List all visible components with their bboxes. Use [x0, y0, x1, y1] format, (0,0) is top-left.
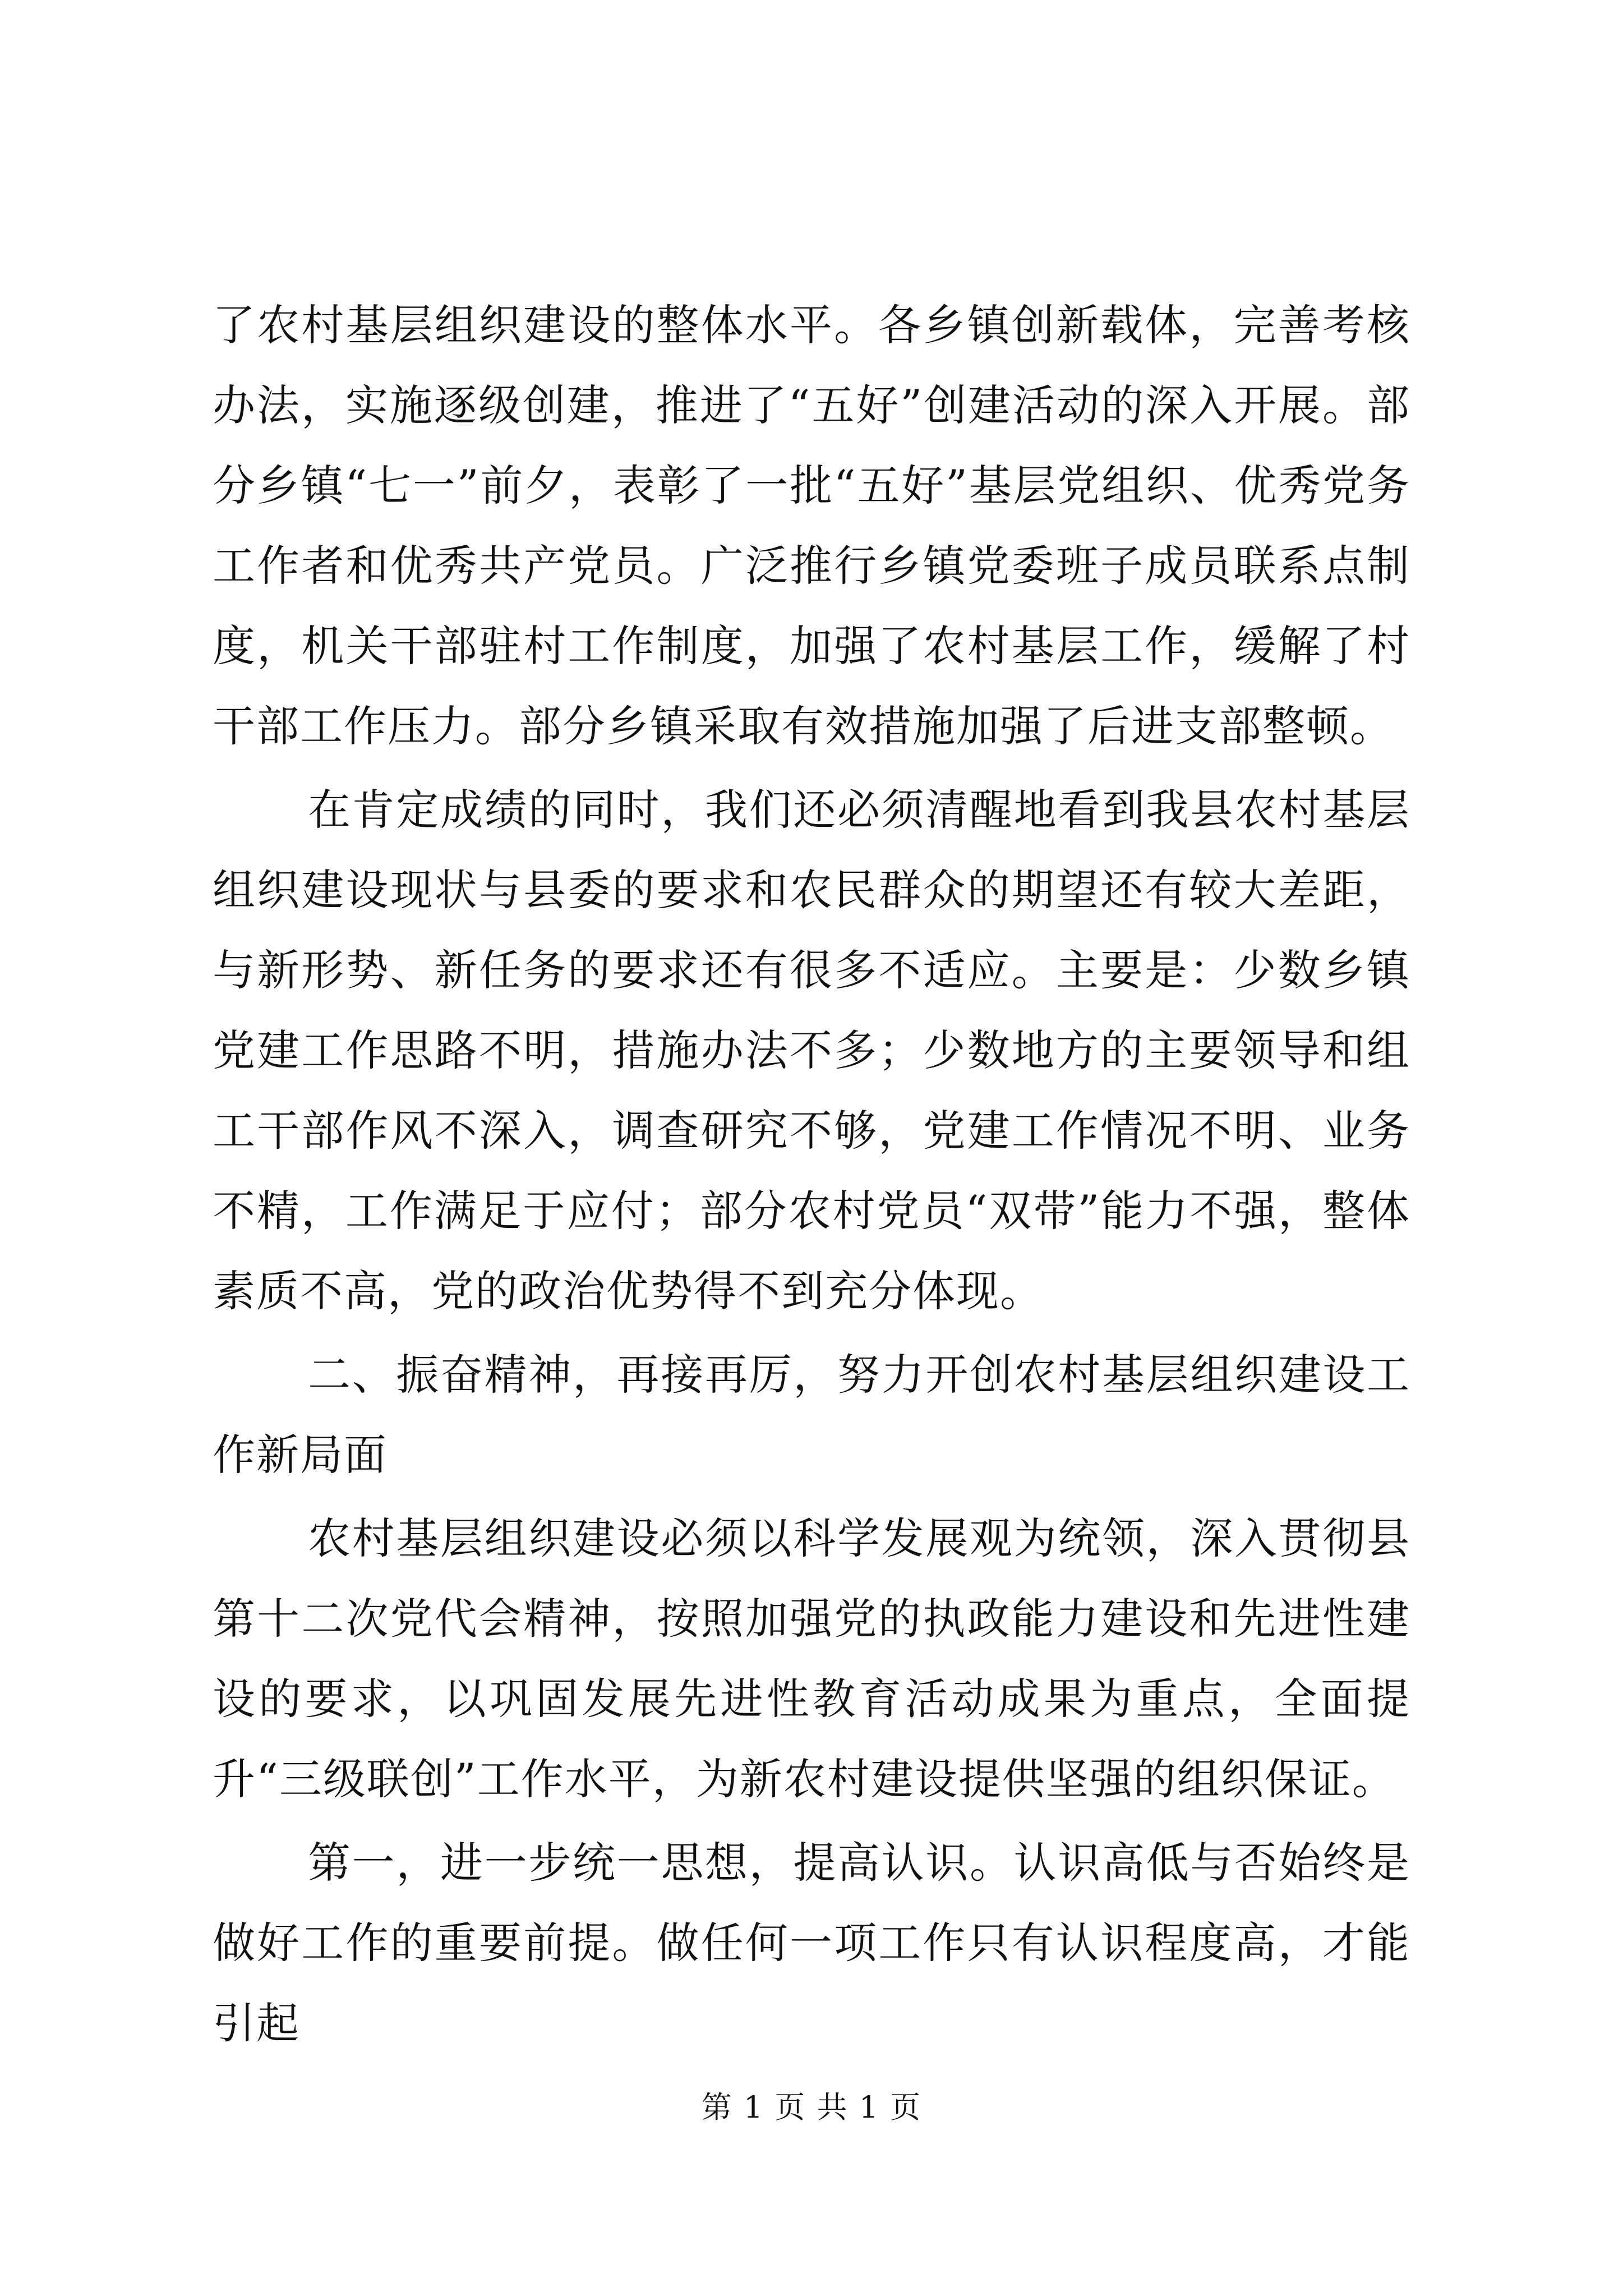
paragraph-guidance: 农村基层组织建设必须以科学发展观为统领，深入贯彻县第十二次党代会精神，按照加强党的执政能力建设和先进性建设的要求，以巩固发展先进性教育活动成果为重点，全面提升“三级联创”工作水平，为新农村建设提供坚强的组织保证。 — [213, 1513, 1410, 1804]
document-body — [213, 285, 1410, 2063]
page-footer: 第 1 页 共 1 页 — [701, 2090, 922, 2125]
paragraph-first-point: 第一，进一步统一思想，提高认识。认识高低与否始终是做好工作的重要前提。做任何一项工作只有认识程度高，才能引起 — [213, 1838, 1410, 2048]
paragraph-shortcomings: 在肯定成绩的同时，我们还必须清醒地看到我县农村基层组织建设现状与县委的要求和农民群众的期望还有较大差距，与新形势、新任务的要求还有很多不适应。主要是：少数乡镇党建工作思路不明，措施办法不多；少数地方的主要领导和组工干部作风不深入，调查研究不够，党建工作情况不明、业务不精，工作满足于应付；部分农村党员“双带”能力不强，整体素质不高，党的政治优势得不到充分体现。 — [213, 785, 1410, 1316]
section-heading-two: 二、振奋精神，再接再厉，努力开创农村基层组织建设工作新局面 — [213, 1350, 1410, 1480]
paragraph-continuation: 了农村基层组织建设的整体水平。各乡镇创新载体，完善考核办法，实施逐级创建，推进了“五好”创建活动的深入开展。部分乡镇“七一”前夕，表彰了一批“五好”基层党组织、优秀党务工作者和优秀共产党员。广泛推行乡镇党委班子成员联系点制度，机关干部驻村工作制度，加强了农村基层工作，缓解了村干部工作压力。部分乡镇采取有效措施加强了后进支部整顿。 — [213, 300, 1410, 751]
